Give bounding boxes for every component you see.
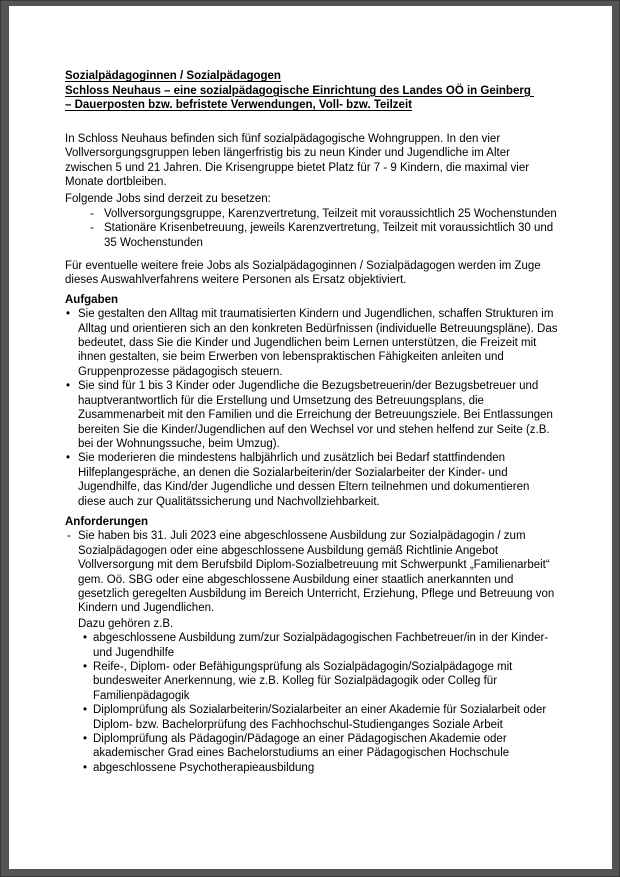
title-line-3: – Dauerposten bzw. befristete Verwendungen, Voll- bzw. Teilzeit	[65, 99, 412, 112]
list-item: • Sie moderieren die mindestens halbjährlich und zusätzlich bei Bedarf stattfindenden Hilfeplangespräche, an denen die Sozialarbeiterin/der Sozialarbeiter der Kinder- und Jugendhilfe, das Kind/der Jugendliche und dessen Eltern teilnehmen und dokumentieren diese auch zur Qualitätssicherung und Nachvollziehbarkeit.	[65, 451, 559, 509]
intro-paragraph: In Schloss Neuhaus befinden sich fünf sozialpädagogische Wohngruppen. In den vier Vollversorgungsgruppen leben längerfristig bis zu neun Kinder und Jugendliche im Alter zwischen 5 und 21 Jahren. Die Krisengruppe bietet Platz für 7 - 9 Kindern, die maximal vier Monate dortbleiben.	[65, 132, 530, 188]
document-body	[9, 6, 559, 775]
requirements-heading: Anforderungen	[65, 515, 149, 528]
examples-intro: Dazu gehören z.B.	[78, 617, 174, 630]
list-item: • Reife-, Diplom- oder Befähigungsprüfung als Sozialpädagogin/Sozialpädagoge mit bundesweiter Anerkennung, wie z.B. Kolleg für Sozialpädagogik oder Colleg für Familienpädagogik	[65, 660, 559, 703]
tasks-heading: Aufgaben	[65, 293, 119, 306]
list-item: • Sie sind für 1 bis 3 Kinder oder Jugendliche die Bezugsbetreuerin/der Bezugsbetreuer und hauptverantwortlich für die Erstellung und Umsetzung des Betreuungsplans, die Zusammenarbeit mit den Familien und die Erreichung der Betreuungsziele. Bei Entlassungen bereiten Sie die Kinder/Jugendlichen auf den Wechsel vor und stehen helfend zur Seite (z.B. bei der Wohnungssuche, beim Umzug).	[65, 379, 559, 451]
jobs-intro: Folgende Jobs sind derzeit zu besetzen:	[65, 193, 271, 206]
jobs-section	[65, 192, 559, 250]
replacement-note: Für eventuelle weitere freie Jobs als Sozialpädagoginnen / Sozialpädagogen werden im Zuge dieses Auswahlverfahrens weitere Personen als Ersatz objektiviert.	[65, 260, 541, 287]
list-item: - Sie haben bis 31. Juli 2023 eine abgeschlossene Ausbildung zur Sozialpädagogin / zum Sozialpädagogen oder eine abgeschlossene Ausbildung gemäß Richtlinie Angebot Vollversorgung mit dem Berufsbild Diplom-Sozialbetreuung mit Schwerpunkt „Familienarbeit“ gem. Oö. SBG oder eine abgeschlossene Ausbildung einer staatlich anerkannten und gesetzlich geregelten Ausbildung im Bereich Unterricht, Erziehung, Pflege und Betreuung von Kindern und Jugendlichen.	[65, 529, 559, 615]
document-page	[9, 6, 612, 869]
list-item: • Diplomprüfung als Pädagogin/Pädagoge an einer Pädagogischen Akademie oder akademischer Grad eines Bachelorstudiums an einer Pädagogischen Hochschule	[65, 732, 559, 761]
list-item: - Vollversorgungsgruppe, Karenzvertretung, Teilzeit mit voraussichtlich 25 Wochenstunden	[65, 207, 559, 221]
list-item: • Sie gestalten den Alltag mit traumatisierten Kindern und Jugendlichen, schaffen Strukturen im Alltag und orientieren sich an den konkreten Bedürfnissen (individuelle Betreuungspläne). Das bedeutet, dass Sie die Kinder und Jugendlichen beim Lernen unterstützen, die Freizeit mit ihnen gestalten, sie beim Erwerben von lebenspraktischen Fähigkeiten anleiten und Gruppenprozesse pädagogisch steuern.	[65, 307, 559, 379]
jobs-list	[65, 207, 559, 250]
tasks-list	[65, 307, 559, 509]
list-item: • abgeschlossene Psychotherapieausbildung	[65, 761, 559, 775]
examples-list	[65, 631, 559, 775]
list-item: - Stationäre Krisenbetreuung, jeweils Karenzvertretung, Teilzeit mit voraussichtlich 30 und 35 Wochenstunden	[65, 221, 559, 250]
title-line-2: Schloss Neuhaus – eine sozialpädagogische Einrichtung des Landes OÖ in Geinberg	[65, 84, 535, 97]
list-item: • abgeschlossene Ausbildung zum/zur Sozialpädagogischen Fachbetreuer/in in der Kinder- und Jugendhilfe	[65, 631, 559, 660]
requirements-list	[65, 529, 559, 615]
title-line-1: Sozialpädagoginnen / Sozialpädagogen	[65, 70, 281, 82]
list-item: • Diplomprüfung als Sozialarbeiterin/Sozialarbeiter an einer Akademie für Sozialarbeit oder Diplom- bzw. Bachelorprüfung des Fachhochschul-Studienganges Soziale Arbeit	[65, 703, 559, 732]
document-title	[65, 69, 559, 113]
